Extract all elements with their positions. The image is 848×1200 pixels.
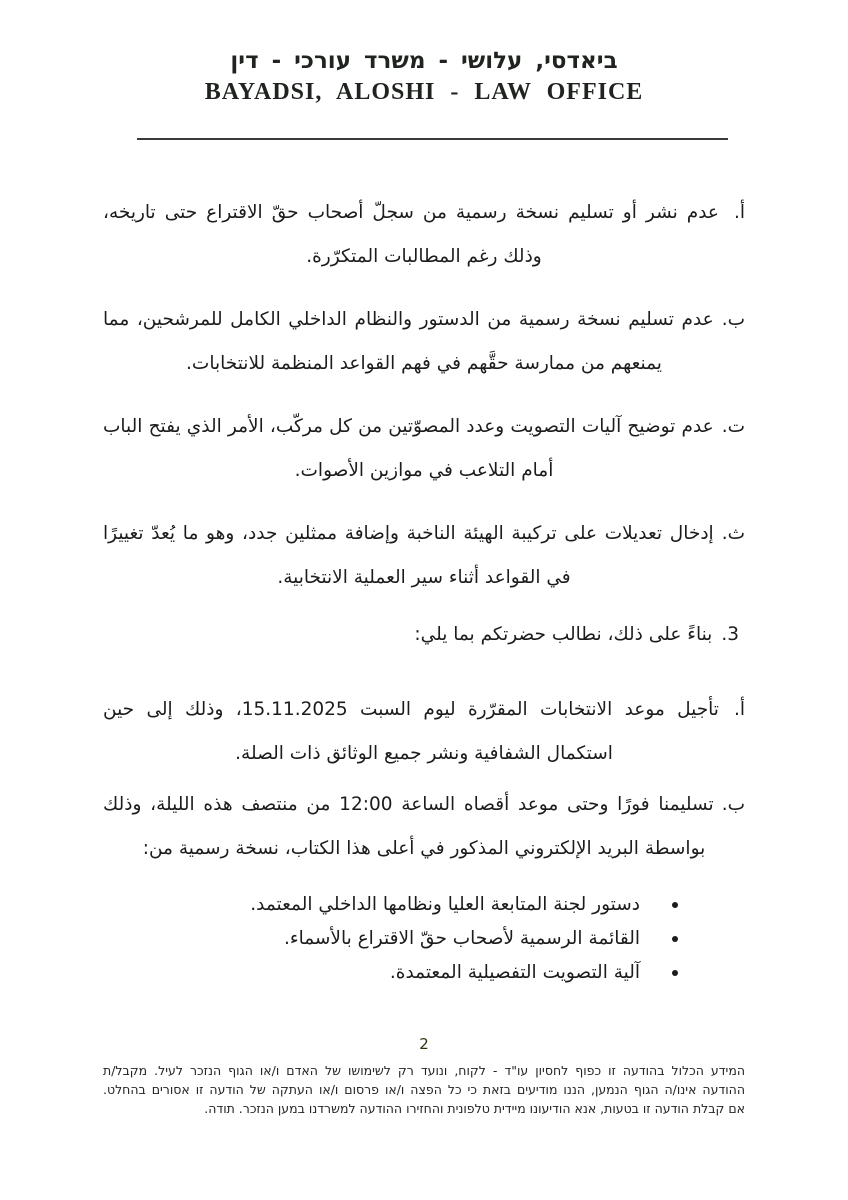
list-item-text: القائمة الرسمية لأصحاب حقّ الاقتراع بالأسماء. (284, 928, 640, 949)
list-marker: ب. (721, 309, 745, 330)
demand-item-b (103, 783, 745, 871)
list-item (103, 922, 682, 956)
demand-text: تسليمنا فورًا وحتى موعد أقصاه الساعة 12:00 من منتصف هذه الليلة، وذلك بواسطة البريد الإلكتروني المذكور في أعلى هذا الكتاب، نسخة رسمية من: (103, 794, 714, 859)
bullet-icon (672, 902, 678, 908)
disclaimer-line: המידע הכלול בהודעה זו כפוף לחסיון עו"ד - לקוח, ונועד רק לשימושו של האדם ו/או הגוף הנזכר לעיל. מקבל/ת (103, 1063, 745, 1078)
list-item (103, 888, 682, 922)
letterhead (103, 46, 745, 140)
letterhead-divider (137, 138, 728, 140)
grievance-item-a (103, 191, 745, 279)
list-marker: ب. (721, 794, 745, 815)
letter-body (103, 191, 745, 1118)
list-marker: 3. (721, 624, 739, 645)
confidentiality-disclaimer (103, 1061, 745, 1118)
disclaimer-line: ההודעה אינו/ה הגוף הנמען, הננו מודיעים בזאת כי כל הפצה ו/או פרסום ו/או העתקה של הודעה זו אסורים בהחלט. (103, 1082, 745, 1097)
law-office-title-hebrew: ביאדסי, עלושי - משרד עורכי - דין (230, 48, 618, 74)
demand-item-a (103, 688, 745, 776)
grievance-item-b (103, 298, 745, 386)
demand-text: تأجيل موعد الانتخابات المقرّرة ليوم السبت 15.11.2025، وذلك إلى حين استكمال الشفافية ونشر جميع الوثائق ذات الصلة. (103, 699, 719, 764)
section-3-heading (103, 613, 745, 657)
list-item-text: دستور لجنة المتابعة العليا ونظامها الداخلي المعتمد. (250, 894, 640, 915)
bullet-icon (672, 936, 678, 942)
grievance-text: إدخال تعديلات على تركيبة الهيئة الناخبة وإضافة ممثلين جدد، وهو ما يُعدّ تغييرًا في القواعد أثناء سير العملية الانتخابية. (103, 523, 714, 588)
grievance-text: عدم توضيح آليات التصويت وعدد المصوّتين من كل مركّب، الأمر الذي يفتح الباب أمام التلاعب في موازين الأصوات. (103, 416, 714, 481)
page-number: 2 (419, 1035, 429, 1053)
grievance-text: عدم تسليم نسخة رسمية من الدستور والنظام الداخلي الكامل للمرشحين، مما يمنعهم من ممارسة حقَّهم في فهم القواعد المنظمة للانتخابات. (103, 309, 714, 374)
list-marker: أ. (733, 699, 745, 720)
grievance-text: عدم نشر أو تسليم نسخة رسمية من سجلّ أصحاب حقّ الاقتراع حتى تاريخه، وذلك رغم المطالبات المتكرّرة. (103, 202, 719, 267)
list-marker: ت. (721, 416, 745, 437)
requested-documents-list (103, 888, 745, 990)
list-item (103, 956, 682, 990)
bullet-icon (672, 970, 678, 976)
disclaimer-line: אם קבלת הודעה זו בטעות, אנא הודיעונו מיידית טלפונית והחזירו ההודעה למשרדנו במען הנזכר. תודה. (204, 1101, 745, 1116)
list-marker: ث. (721, 523, 745, 544)
grievance-item-th (103, 512, 745, 600)
law-office-title-english: BAYADSI, ALOSHI - LAW OFFICE (204, 79, 644, 105)
section-3-text: بناءً على ذلك، نطالب حضرتكم بما يلي: (414, 624, 713, 645)
grievance-item-t (103, 405, 745, 493)
list-item-text: آلية التصويت التفصيلية المعتمدة. (389, 962, 640, 983)
list-marker: أ. (733, 202, 745, 223)
